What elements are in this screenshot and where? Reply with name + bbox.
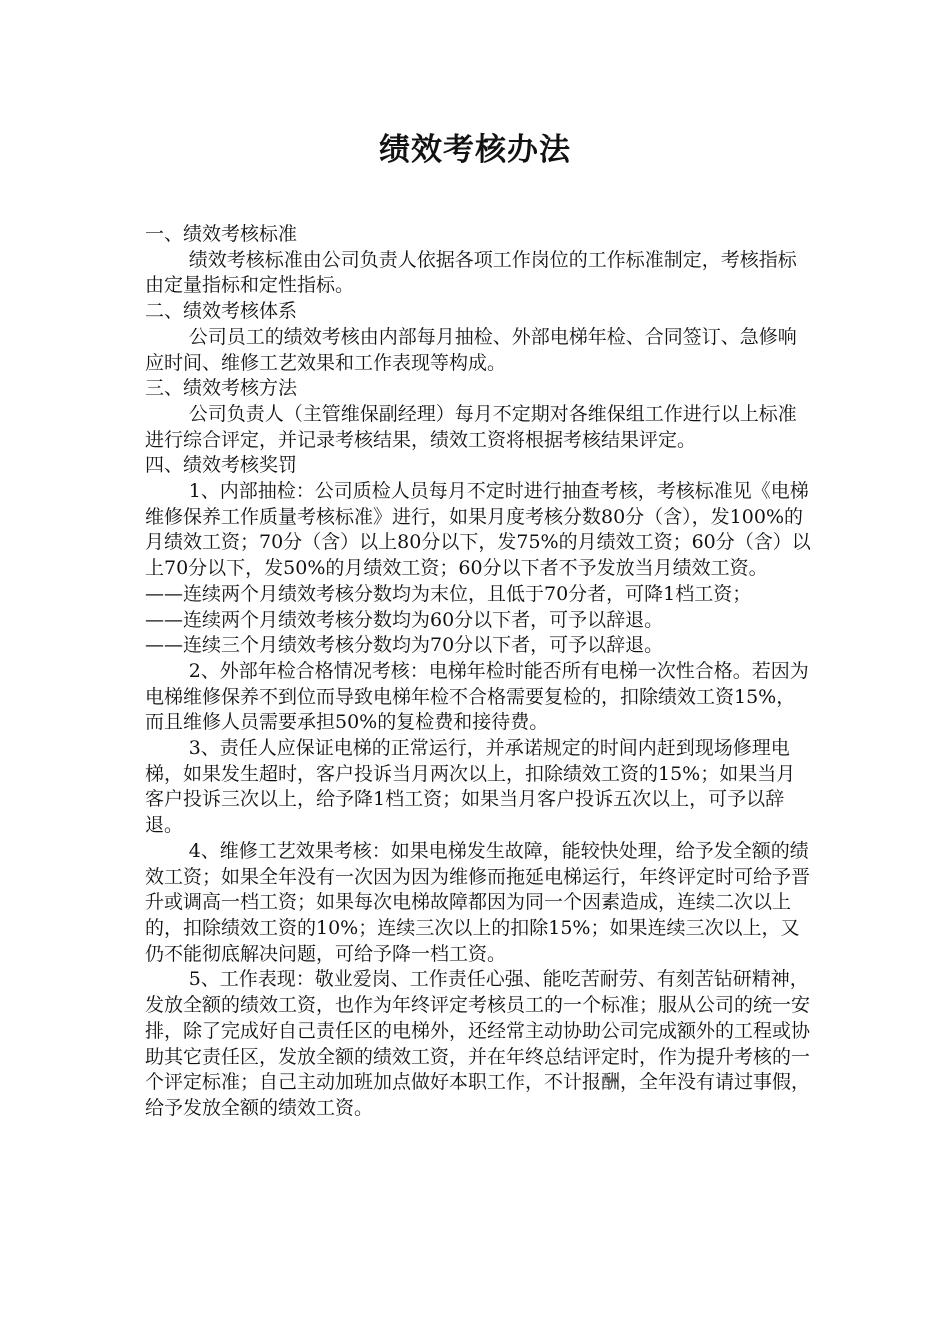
section-heading-2: 二、绩效考核体系: [145, 300, 298, 323]
rule-item-3: ——连续三个月绩效考核分数均为70分以下者，可予以辞退。: [145, 634, 664, 657]
paragraph-internal-inspection: 1、内部抽检：公司质检人员每月不定时进行抽查考核，考核标准见《电梯维修保养工作质量考核标准》进行，如果月度考核分数80分（含），发100%的月绩效工资；70分（含）以上80分以下，发75%的月绩效工资；60分（含）以上70分以下，发50%的月绩效工资；60分以下者不予发放当月绩效工资。: [145, 480, 811, 580]
paragraph-standard: 绩效考核标准由公司负责人依据各项工作岗位的工作标准制定，考核指标由定量指标和定性指标。: [145, 248, 797, 297]
paragraph-work-performance: 5、工作表现：敬业爱岗、工作责任心强、能吃苦耐劳、有刻苦钻研精神，发放全额的绩效工资，也作为年终评定考核员工的一个标准；服从公司的统一安排，除了完成好自己责任区的电梯外，还经常主动协助公司完成额外的工程或协助其它责任区，发放全额的绩效工资，并在年终总结评定时，作为提升考核的一个评定标准；自己主动加班加点做好本职工作，不计报酬，全年没有请过事假，给予发放全额的绩效工资。: [145, 968, 811, 1119]
rule-item-2: ——连续两个月绩效考核分数均为60分以下者，可予以辞退。: [145, 608, 664, 631]
paragraph-annual-inspection: 2、外部年检合格情况考核：电梯年检时能否所有电梯一次性合格。若因为电梯维修保养不到位而导致电梯年检不合格需要复检的，扣除绩效工资15%，而且维修人员需要承担50%的复检费和接待费。: [145, 659, 809, 734]
section-heading-4: 四、绩效考核奖罚: [145, 454, 298, 477]
paragraph-responsibility: 3、责任人应保证电梯的正常运行，并承诺规定的时间内赶到现场修理电梯，如果发生超时，客户投诉当月两次以上，扣除绩效工资的15%；如果当月客户投诉三次以上，给予降1档工资；如果当月客户投诉五次以上，可予以辞退。: [145, 737, 796, 837]
paragraph-system: 公司员工的绩效考核由内部每月抽检、外部电梯年检、合同签订、急修响应时间、维修工艺效果和工作表现等构成。: [145, 325, 797, 374]
paragraph-repair-quality: 4、维修工艺效果考核：如果电梯发生故障，能较快处理，给予发全额的绩效工资；如果全年没有一次因为因为维修而拖延电梯运行，年终评定时可给予晋升或调高一档工资；如果每次电梯故障都因为同一个因素造成，连续二次以上的，扣除绩效工资的10%；连续三次以上的扣除15%；如果连续三次以上，又仍不能彻底解决问题，可给予降一档工资。: [145, 839, 811, 965]
rule-item-1: ——连续两个月绩效考核分数均为末位，且低于70分者，可降1档工资；: [145, 582, 752, 605]
section-heading-3: 三、绩效考核方法: [145, 377, 298, 400]
document-title: 绩效考核办法: [379, 132, 571, 168]
section-heading-1: 一、绩效考核标准: [145, 223, 298, 245]
paragraph-method: 公司负责人（主管维保副经理）每月不定期对各维保组工作进行以上标准进行综合评定，并记录考核结果，绩效工资将根据考核结果评定。: [145, 402, 797, 451]
document-body: [145, 222, 813, 1122]
